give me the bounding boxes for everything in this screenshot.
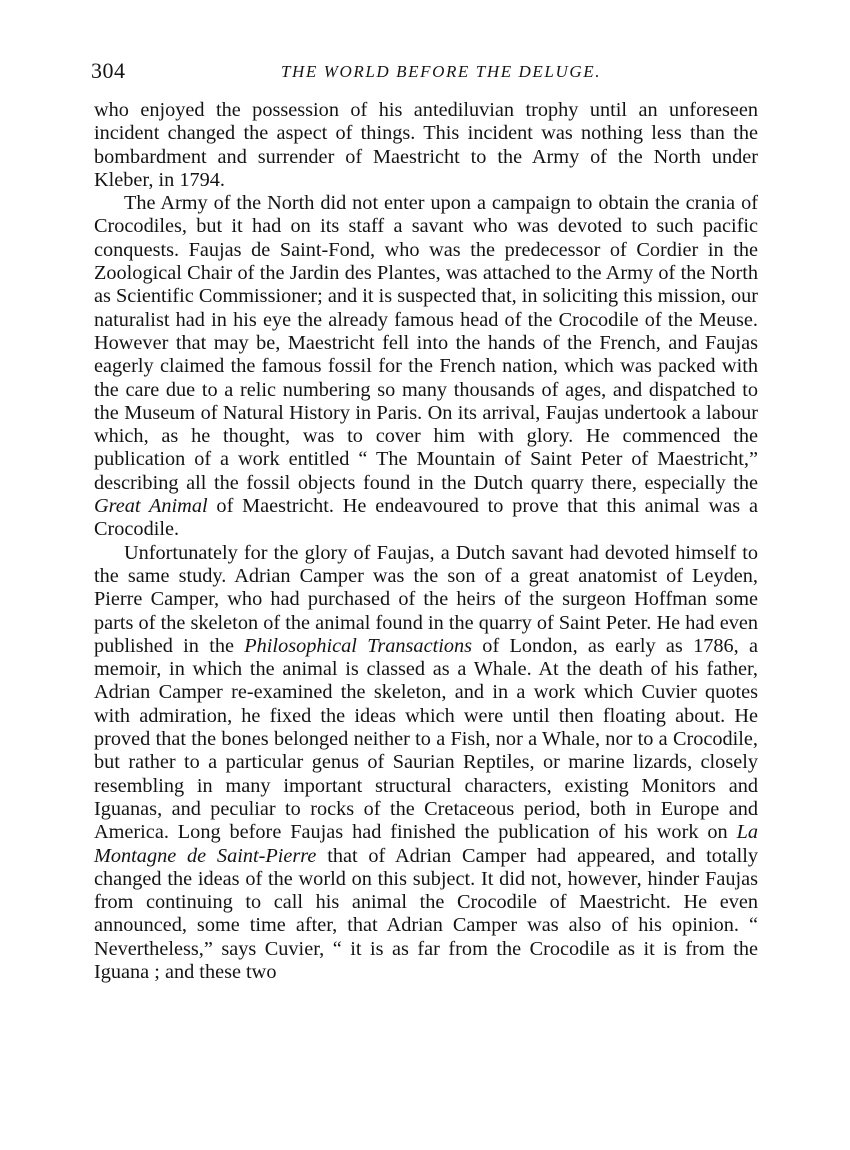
body-text bbox=[94, 99, 758, 984]
italic-title-run: La Montagne de Saint-Pierre bbox=[94, 821, 758, 867]
paragraph bbox=[94, 542, 758, 985]
italic-title-run: Great Animal bbox=[94, 495, 208, 518]
text-run: of Maestricht. He endeavoured to prove that this animal was a Crocodile. bbox=[94, 495, 758, 541]
text-run: of London, as early as 1786, a memoir, in which the animal is classed as a Whale. At the death of his father, Adrian Camper re-examined the skeleton, and in a work which Cuvier quotes with admiration, he fixed the ideas which were until then floating about. He proved that the bones belonged neither to a Fish, nor a Whale, nor to a Crocodile, but rather to a particular genus of Saurian Reptiles, or marine lizards, closely resembling in many important structural characters, existing Monitors and Iguanas, and peculiar to rocks of the Cretaceous period, both in Europe and America. Long before Faujas had finished the publication of his work on bbox=[94, 634, 758, 844]
text-run: who enjoyed the possession of his antediluvian trophy until an unforeseen incident changed the aspect of things. This incident was nothing less than the bombardment and surrender of Maestricht to the Army of the North under Kleber, in 1794. bbox=[94, 99, 758, 191]
text-run: The Army of the North did not enter upon a campaign to obtain the crania of Crocodiles, but it had on its staff a savant who was devoted to such pacific conquests. Faujas de Saint-Fond, who was the predecessor of Cordier in the Zoological Chair of the Jardin des Plantes, was attached to the Army of the North as Scientific Commissioner; and it is suspected that, in soliciting this mission, our naturalist had in his eye the already famous head of the Crocodile of the Meuse. However that may be, Maestricht fell into the hands of the French, and Faujas eagerly claimed the famous fossil for the French nation, which was packed with the care due to a relic numbering so many thousands of ages, and dispatched to the Museum of Natural History in Paris. On its arrival, Faujas undertook a labour which, as he thought, was to cover him with glory. He commenced the publication of a work entitled “ The Mountain of Saint Peter of Maestricht,” describing all the fossil objects found in the Dutch quarry there, especially the bbox=[94, 192, 758, 494]
book-page bbox=[91, 58, 758, 984]
text-run: Unfortunately for the glory of Faujas, a Dutch savant had devoted himself to the same study. Adrian Camper was the son of a great anatomist of Leyden, Pierre Camper, who had purchased of the heirs of the surgeon Hoffman some parts of the skeleton of the animal found in the quarry of Saint Peter. He had even published in the bbox=[94, 541, 758, 657]
text-run: that of Adrian Camper had appeared, and totally changed the ideas of the world on this subject. It did not, however, hinder Faujas from continuing to call his animal the Crocodile of Maestricht. He even announced, some time after, that Adrian Camper was also of his opinion. “ Nevertheless,” says Cuvier, “ it is as far from the Crocodile as it is from the Iguana ; and these two bbox=[94, 844, 758, 983]
italic-title-run: Philosophical Transactions bbox=[244, 634, 473, 657]
paragraph bbox=[94, 99, 758, 192]
running-title: THE WORLD BEFORE THE DELUGE. bbox=[280, 62, 602, 81]
paragraph bbox=[94, 192, 758, 541]
page-number: 304 bbox=[91, 58, 126, 83]
page-header bbox=[91, 58, 758, 88]
